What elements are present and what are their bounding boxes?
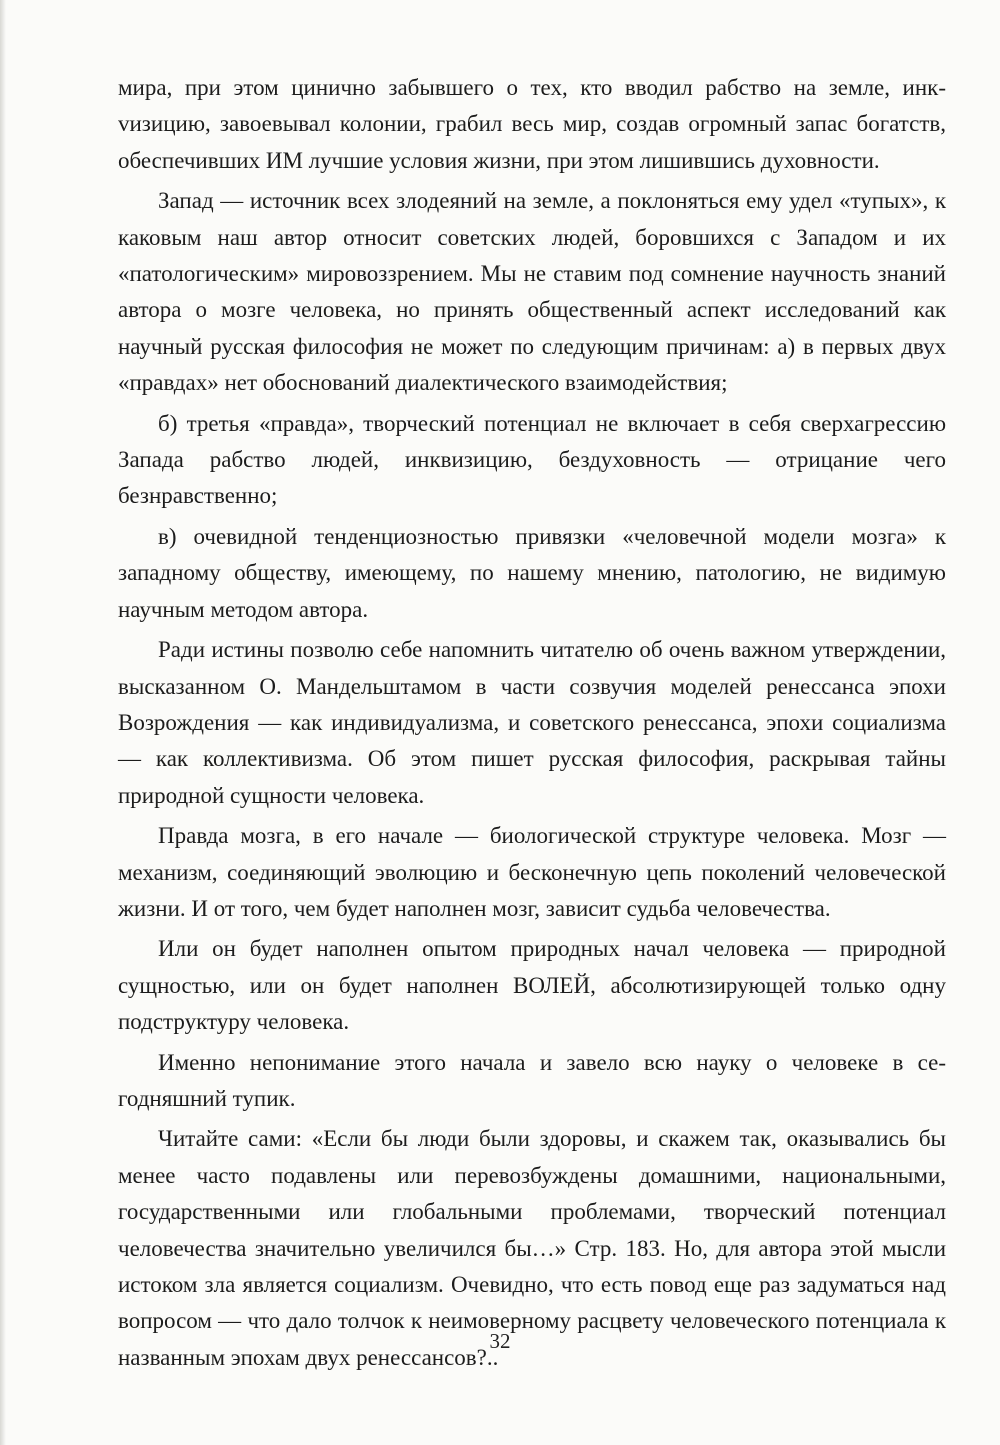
paragraph-7: Или он будет наполнен опытом природных начал человека — природной сущностью, или он будет наполнен ВОЛЕЙ, абсолютизирующей только одну подструктуру человека. <box>118 936 946 1035</box>
paragraph-1: мира, при этом цинично забывшего о тех, кто вводил рабство на земле, инкvизицию, завоевывал колонии, грабил весь мир, создав огромный запас богатств, обеспечивших ИМ лучшие условия жизни, при этом лишившись духовности. <box>118 75 946 173</box>
paragraph-8: Именно непонимание этого начала и завело всю науку о человеке в сегодняшний тупик. <box>118 1049 946 1111</box>
paragraph-4: в) очевидной тенденциозностью привязки «человечной модели мозга» к западному обществу, имеющему, по нашему мнению, патологию, не видимую научным методом автора. <box>118 523 946 622</box>
paragraph-3: б) третья «правда», творческий потенциал не включает в себя сверхагрессию Запада рабство людей, инквизицию, бездуховность — отрицание чего безнравственно; <box>118 410 946 509</box>
page-body-text <box>118 70 946 1380</box>
page-number: 32 <box>489 1329 511 1353</box>
paragraph-2: Запад — источник всех злодеяний на земле, а поклоняться ему удел «тупых», к каковым наш автор относит советских людей, боровшихся с Западом и их «патологическим» мировоззрением. Мы не ставим под сомнение научность знаний автора о мозге человека, но принять общественный аспект исследований как научный русская философия не может по следующим причинам: а) в первых двух «правдах» нет обоснований диалектического взаимодействия; <box>118 188 946 396</box>
scan-margin-shadow <box>0 0 6 1445</box>
paragraph-9: Читайте сами: «Если бы люди были здоровы, и скажем так, оказывались бы менее часто подавлены или перевозбуждены домашними, национальными, государственными или глобальными проблемами, творческий потенциал человечества значительно увеличился бы…» Стр. 183. Но, для автора этой мысли истоком зла является социализм. Очевидно, что есть повод еще раз задуматься над вопросом — что дало толчок к неимоверному расцвету человеческого потенциала к названным эпохам двух ренессансов?.. <box>118 1126 946 1370</box>
paragraph-5: Ради истины позволю себе напомнить читателю об очень важном утверждении, высказанном О. Мандельштамом в части созвучия моделей ренессанса эпохи Возрождения — как индивидуализма, и советского ренессанса, эпохи социализма — как коллективизма. Об этом пишет русская философия, раскрывая тайны природной сущности человека. <box>118 637 946 808</box>
paragraph-6: Правда мозга, в его начале — биологической структуре человека. Мозг — механизм, соединяющий эволюцию и бесконечную цепь поколений человеческой жизни. И от того, чем будет наполнен мозг, зависит судьба человечества. <box>118 823 946 921</box>
